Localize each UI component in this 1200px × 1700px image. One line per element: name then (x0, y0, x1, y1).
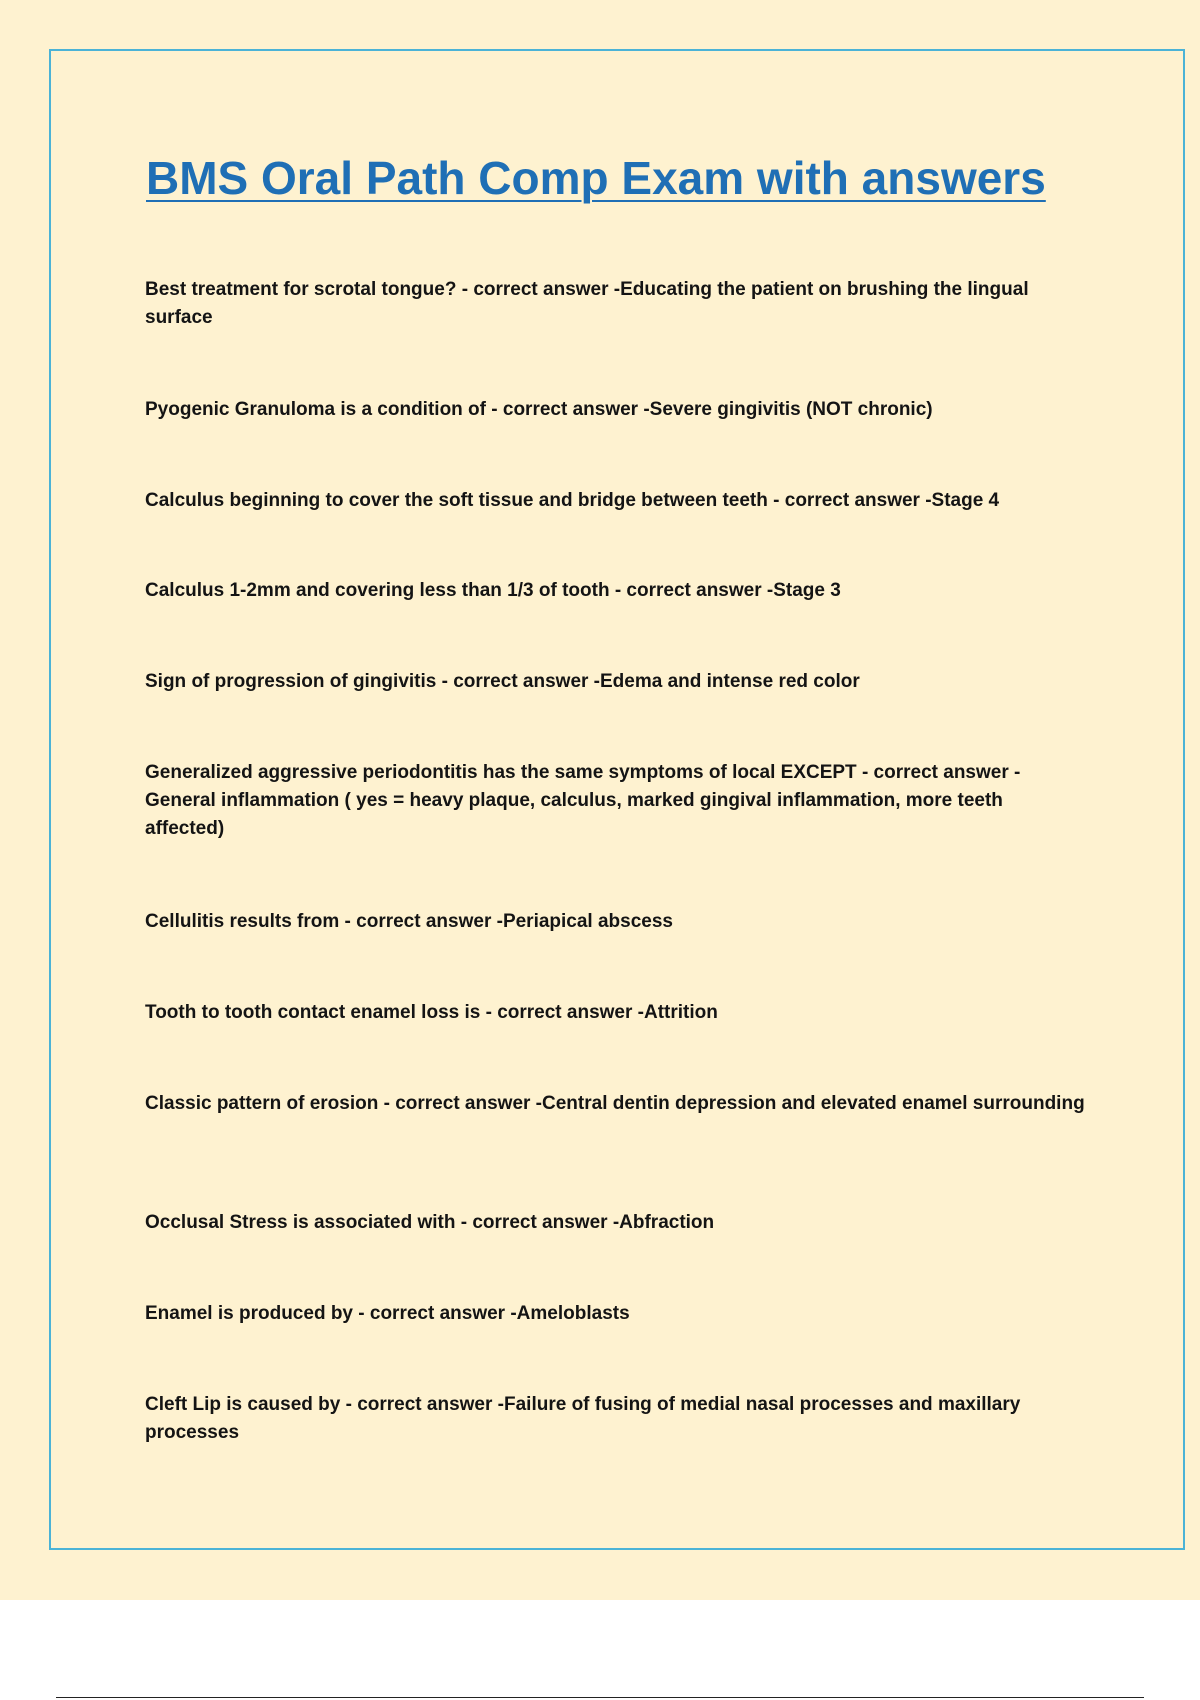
qa-item-1: Best treatment for scrotal tongue? - correct answer -Educating the patient on brushing the lingual surface (145, 279, 1029, 328)
qa-item-2: Pyogenic Granuloma is a condition of - correct answer -Severe gingivitis (NOT chronic) (145, 399, 933, 420)
qa-item-4: Calculus 1-2mm and covering less than 1/3 of tooth - correct answer -Stage 3 (145, 580, 841, 601)
qa-item-10: Occlusal Stress is associated with - correct answer -Abfraction (145, 1212, 715, 1233)
document-title: BMS Oral Path Comp Exam with answers (146, 152, 1046, 204)
qa-item-3: Calculus beginning to cover the soft tissue and bridge between teeth - correct answer -Stage 4 (145, 490, 1000, 511)
qa-item-8: Tooth to tooth contact enamel loss is - correct answer -Attrition (145, 1002, 718, 1023)
footer-divider (56, 1697, 1144, 1698)
qa-item-5: Sign of progression of gingivitis - correct answer -Edema and intense red color (145, 671, 860, 692)
qa-item-9: Classic pattern of erosion - correct answer -Central dentin depression and elevated enamel surrounding (145, 1093, 1085, 1114)
qa-item-11: Enamel is produced by - correct answer -Ameloblasts (145, 1303, 630, 1324)
qa-item-6: Generalized aggressive periodontitis has the same symptoms of local EXCEPT - correct answer -General inflammation ( yes = heavy plaque, calculus, marked gingival inflammation, more teeth affected) (145, 762, 1021, 839)
qa-item-12: Cleft Lip is caused by - correct answer -Failure of fusing of medial nasal processes and maxillary processes (145, 1394, 1021, 1443)
qa-item-7: Cellulitis results from - correct answer -Periapical abscess (145, 911, 674, 932)
